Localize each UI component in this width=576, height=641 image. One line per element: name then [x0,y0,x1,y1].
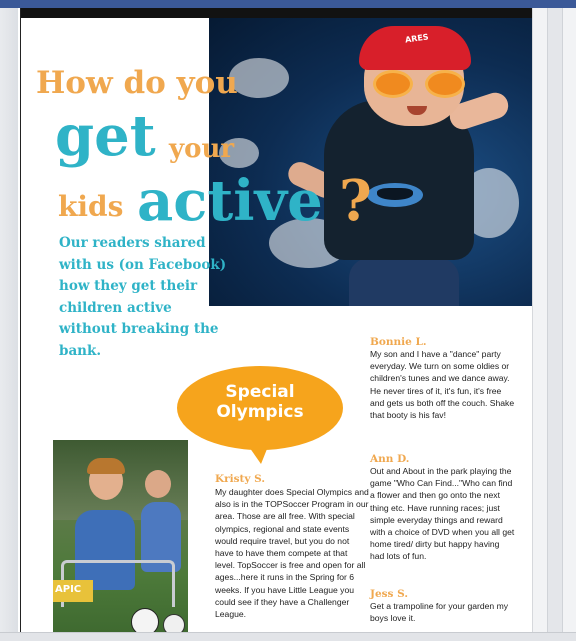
headline-question-mark: ? [339,168,372,234]
comment-name-ann: Ann D. [370,453,410,465]
boy-2-head [145,470,171,498]
comment-name-bonnie: Bonnie L. [370,336,427,348]
headline-kids: kids [58,190,124,223]
intro-text: Our readers shared with us (on Facebook) how they get their children active without breaking the bank. [59,235,227,359]
swim-cap-text: ARES [404,32,430,45]
page-top-border [21,8,532,18]
bubble-line2: Olympics [216,402,304,422]
headline-get: get [55,103,156,169]
goggle-right [425,70,465,98]
soccer-ball [131,608,159,632]
bat-symbol [377,188,413,200]
browser-top-bar [0,0,576,8]
headline-active: active [137,168,323,234]
comment-name-jess: Jess S. [370,588,408,600]
soccer-ball-2 [163,614,185,632]
comment-name-kristy: Kristy S. [215,473,266,485]
scrollbar[interactable] [547,8,563,640]
headline-your: your [169,134,235,164]
comment-text-kristy: My daughter does Special Olympics and also is in the TOPSoccer Program in our area. Those are all free. With special olympics, regional and state events would require travel, but you do not have to have them compete at that level. TopSoccer is free and open for all ages...here it runs in the Spring for 6 weeks. If you have Little League you could see if they have a Challenger League. [215,487,369,620]
speech-bubble-text [177,382,343,422]
magazine-page [20,8,532,632]
comment-text-bonnie: My son and I have a "dance" party everyday. We turn on some oldies or children's tunes and we dance away. He never tires of it, it's fun, it's free and gets us both off the couch. Shake that booty is his fav! [370,349,515,421]
bubble-line1: Special [225,382,295,402]
comment-text-ann: Out and About in the park playing the game "Who Can Find..."Who can find a flower and then go onto the next thing etc. Have running races; just simple everyday things and reward with a choice of DVD when you all get home tired/ dirty but happy having had lots of fun. [370,466,515,562]
headline-line1: How do you [36,65,238,101]
kid-legs [349,258,459,306]
comment-text-jess: Get a trampoline for your garden my boys love it. [370,601,509,624]
sign-text: APIC [55,584,82,595]
goggle-left [373,70,413,98]
boy-1-hair [87,458,125,474]
swimming-kid-photo [209,18,532,306]
left-margin [0,8,18,640]
water-splash [229,58,289,98]
right-panel [532,8,576,640]
swim-cap [359,26,471,70]
speech-bubble-tail [247,444,269,464]
special-olympics-photo [53,440,188,632]
